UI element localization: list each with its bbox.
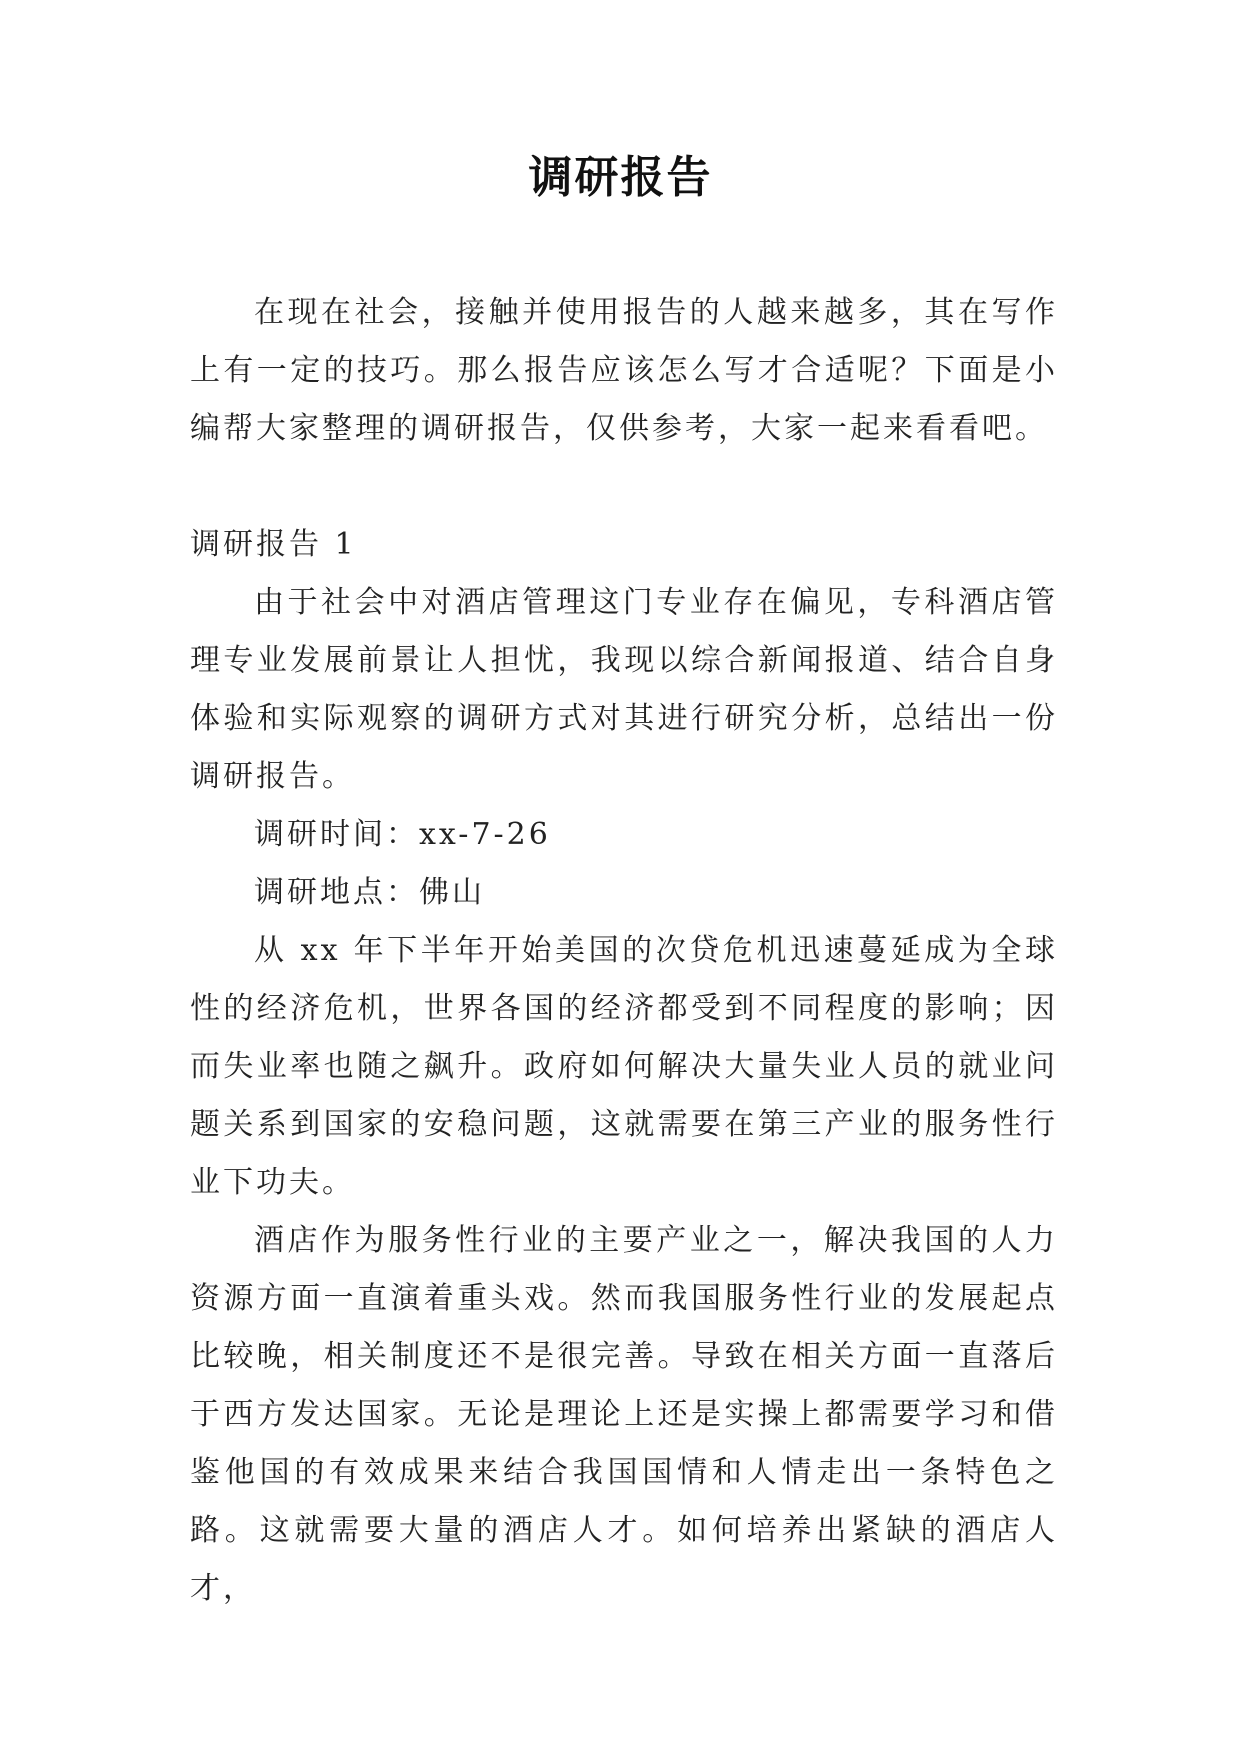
intro-paragraph: 在现在社会，接触并使用报告的人越来越多，其在写作上有一定的技巧。那么报告应该怎么写才合适呢？下面是小编帮大家整理的调研报告，仅供参考，大家一起来看看吧。 [190, 295, 1058, 446]
document-body [190, 284, 1058, 1618]
survey-location: 调研地点：佛山 [254, 875, 485, 910]
body-paragraph: 酒店作为服务性行业的主要产业之一，解决我国的人力资源方面一直演着重头戏。然而我国服务性行业的发展起点比较晚，相关制度还不是很完善。导致在相关方面一直落后于西方发达国家。无论是理论上还是实操上都需要学习和借鉴他国的有效成果来结合我国国情和人情走出一条特色之路。这就需要大量的酒店人才。如何培养出紧缺的酒店人才， [190, 1223, 1058, 1606]
survey-time: 调研时间：xx-7-26 [254, 817, 551, 852]
body-paragraph: 从 xx 年下半年开始美国的次贷危机迅速蔓延成为全球性的经济危机，世界各国的经济都受到不同程度的影响；因而失业率也随之飙升。政府如何解决大量失业人员的就业问题关系到国家的安稳问题，这就需要在第三产业的服务性行业下功夫。 [190, 933, 1058, 1200]
document-title: 调研报告 [528, 152, 713, 203]
paragraph-gap [190, 458, 1058, 516]
section-heading: 调研报告 1 [190, 527, 357, 562]
body-paragraph: 由于社会中对酒店管理这门专业存在偏见，专科酒店管理专业发展前景让人担忧，我现以综合新闻报道、结合自身体验和实际观察的调研方式对其进行研究分析，总结出一份调研报告。 [190, 585, 1058, 794]
